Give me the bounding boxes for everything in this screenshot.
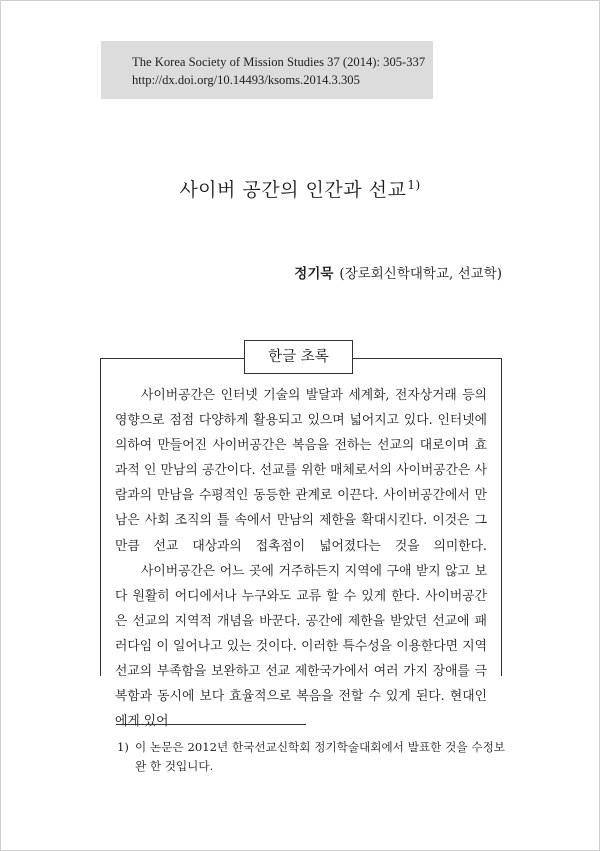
abstract-line: 동시에 보다 효율적으로 복음을 전할 수 있게 된다. 현대인에게 있어	[115, 689, 487, 730]
footnote-divider	[116, 724, 306, 725]
abstract-line: 영향으로 점점 다양하게 활용되고 있으며 넓어지고 있다. 인터넷에	[115, 413, 487, 429]
abstract-paragraph-2	[115, 559, 487, 735]
abstract-line: 만남을 수평적인 동등한 관계로 이끈다. 사이버공간에서 만남은 사회	[115, 488, 487, 529]
abstract-line: 의하여 만들어진 사이버공간은 복음을 전하는 선교의 대로이며 효과적	[115, 438, 487, 479]
abstract-line: 대상과의 접촉점이 넓어졌다는 것을 의미한다.	[192, 538, 487, 554]
journal-citation: The Korea Society of Mission Studies 37 (2014): 305-337	[132, 55, 426, 69]
author-line	[294, 262, 502, 282]
abstract-label: 한글 초록	[244, 340, 353, 374]
abstract-line: 이 일어나고 있는 것이다. 이러한 특수성을 이용한다면 지역 선교의	[115, 638, 487, 680]
abstract-line: 원활히 어디에서나 누구와도 교류 할 수 있게 한다. 사이버공간은	[115, 588, 487, 629]
paper-title	[0, 175, 600, 202]
abstract-line: 사이버공간은 어느 곳에 거주하든지 지역에 구애 받지 않고 보다	[115, 563, 487, 604]
abstract-body	[115, 383, 487, 734]
abstract-line: 인 만남의 공간이다. 선교를 위한 매체로서의 사이버공간은 사람과의	[115, 463, 487, 504]
author-name: 정기묵	[294, 266, 334, 282]
abstract-line: 사이버공간은 인터넷 기술의 발달과 세계화, 전자상거래 등의	[141, 388, 487, 403]
abstract-paragraph-1	[115, 383, 487, 559]
author-affiliation: (장로회신학대학교, 선교학)	[339, 266, 502, 282]
abstract-line: 선교의 지역적 개념을 바꾼다. 공간에 제한을 받았던 선교에 패러다임	[115, 613, 487, 654]
title-footnote-ref[interactable]: 1)	[407, 178, 421, 192]
abstract-line: 조직의 틀 속에서 만남의 제한을 확대시킨다. 이것은 그만큼 선교	[115, 513, 487, 554]
abstract-line: 부족함을 보완하고 선교 제한국가에서 여러 가지 장애를 극복함과	[115, 664, 487, 705]
doi-link[interactable]: http://dx.doi.org/10.14493/ksoms.2014.3.305	[132, 73, 360, 87]
footnote-text: 이 논문은 2012년 한국선교신학회 정기학술대회에서 발표한 것을 수정보완 한 것입니다.	[135, 740, 505, 773]
journal-header	[101, 41, 433, 99]
footnote-marker: 1)	[117, 740, 129, 754]
paper-title-text: 사이버 공간의 인간과 선교	[179, 179, 407, 201]
footnote	[117, 738, 505, 776]
